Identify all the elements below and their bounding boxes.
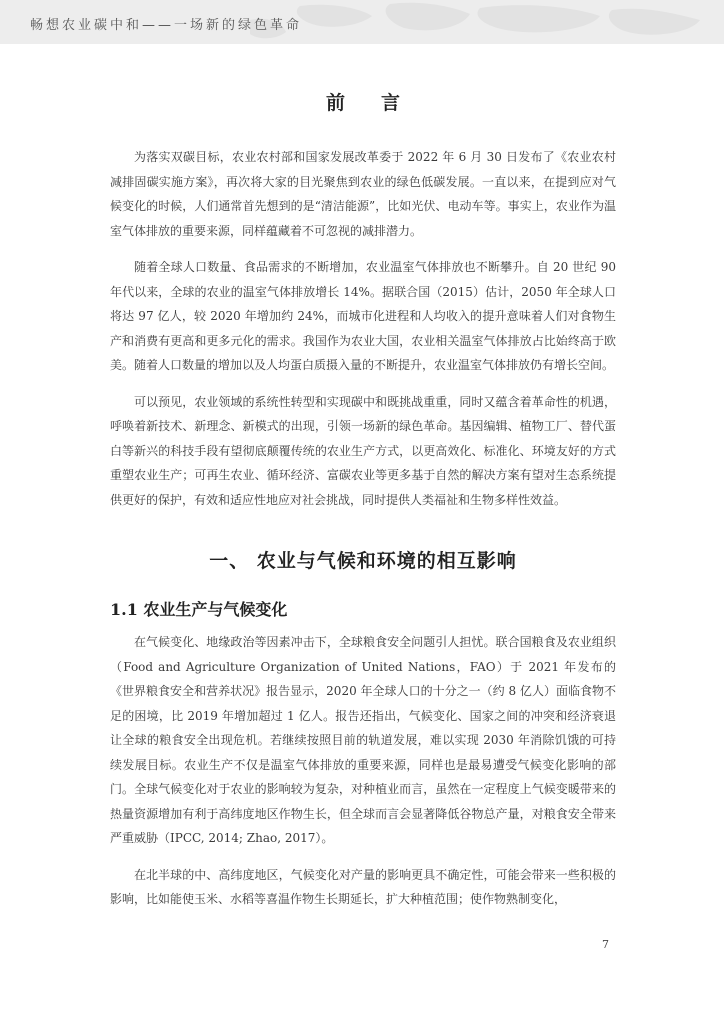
chapter-title: 一、 农业与气候和环境的相互影响 <box>209 550 517 572</box>
preface-paragraph: 随着全球人口数量、食品需求的不断增加，农业温室气体排放也不断攀升。自 20 世纪 90 年代以来，全球的农业的温室气体排放增长 14%。据联合国（2015）估计，2050 年全球人口将达 97 亿人，较 2020 年增加约 24%，而城市化进程和人均收入的提升意味着人们对食物生产和消费有更高和更多元化的需求。我国作为农业大国，农业相关温室气体排放占比始终高于欧美。随着人口数量的增加以及人均蛋白质摄入量的不断提升，农业温室气体排放仍有增长空间。 <box>110 260 616 372</box>
section-title: 1.1 农业生产与气候变化 <box>110 600 288 619</box>
section-paragraph: 在气候变化、地缘政治等因素冲击下，全球粮食安全问题引人担忧。联合国粮食及农业组织（Food and Agriculture Organization of United Nations，FAO）于 2021 年发布的《世界粮食安全和营养状况》报告显示，2020 年全球人口的十分之一（约 8 亿人）面临食物不足的困境，比 2019 年增加超过 1 亿人。报告还指出，气候变化、国家之间的冲突和经济衰退让全球的粮食安全出现危机。若继续按照目前的轨道发展，难以实现 2030 年消除饥饿的可持续发展目标。农业生产不仅是温室气体排放的重要来源，同样也是最易遭受气候变化影响的部门。全球气候变化对于农业的影响较为复杂，对种植业而言，虽然在一定程度上气候变暖带来的热量资源增加有利于高纬度地区作物生长，但全球而言会显著降低谷物总产量，对粮食安全带来严重威胁（IPCC, 2014; Zhao, 2017）。 <box>110 635 616 845</box>
preface-paragraph: 可以预见，农业领域的系统性转型和实现碳中和既挑战重重，同时又蕴含着革命性的机遇，呼唤着新技术、新理念、新模式的出现，引领一场新的绿色革命。基因编辑、植物工厂、替代蛋白等新兴的科技手段有望彻底颠覆传统的农业生产方式，以更高效化、标准化、环境友好的方式重塑农业生产；可再生农业、循环经济、富碳农业等更多基于自然的解决方案有望对生态系统提供更好的保护，有效和适应性地应对社会挑战，同时提供人类福祉和生物多样性效益。 <box>110 394 616 507</box>
preface-paragraph: 为落实双碳目标，农业农村部和国家发展改革委于 2022 年 6 月 30 日发布了《农业农村减排固碳实施方案》，再次将大家的目光聚焦到农业的绿色低碳发展。一直以来，在提到应对气候变化的时候，人们通常首先想到的是“清洁能源”，比如光伏、电动车等。事实上，农业作为温室气体排放的重要来源，同样蕴藏着不可忽视的减排潜力。 <box>110 150 616 238</box>
page-body <box>110 88 616 924</box>
section-paragraph: 在北半球的中、高纬度地区，气候变化对产量的影响更具不确定性，可能会带来一些积极的影响，比如能使玉米、水稻等喜温作物生长期延长，扩大种植范围；使作物熟制变化， <box>110 867 616 906</box>
page-number: 7 <box>602 938 609 951</box>
preface-title: 前言 <box>325 92 436 114</box>
running-header-title: 畅想农业碳中和——一场新的绿色革命 <box>30 18 303 33</box>
page-header <box>0 0 724 44</box>
